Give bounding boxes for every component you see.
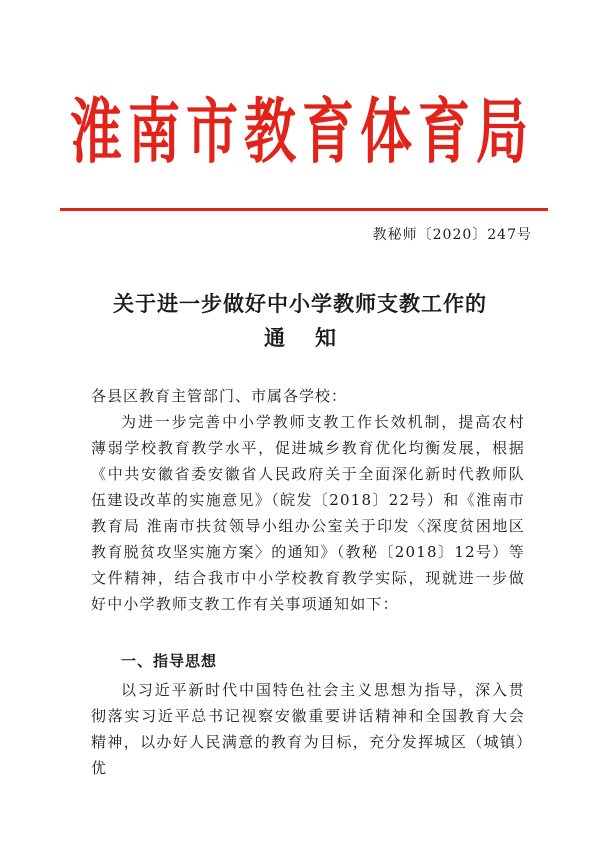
section-heading-guiding-ideology: 一、指导思想 (121, 652, 218, 670)
body-paragraph-1: 为进一步完善中小学教师支教工作长效机制，提高农村薄弱学校教育教学水平，促进城乡教育优化均衡发展，根据《中共安徽省委安徽省人民政府关于全面深化新时代教师队伍建设改革的实施意见》（皖发〔2018〕22号）和《淮南市教育局 淮南市扶贫领导小组办公室关于印发〈深度贫困地区教育脱贫攻坚实施方案〉的通知》（教秘〔2018〕12号）等文件精神，结合我市中小学校教育教学实际，现就进一步做好中小学教师支教工作有关事项通知如下： (91, 413, 525, 613)
issuing-authority-title: 淮南市教育体育局 (69, 92, 534, 174)
body-paragraph-2: 以习近平新时代中国特色社会主义思想为指导，深入贯彻落实习近平总书记视察安徽重要讲话精神和全国教育大会精神，以办好人民满意的教育为目标，充分发挥城区（城镇）优 (91, 681, 525, 777)
red-header-divider (60, 208, 548, 211)
notice-title-line-2: 通知 (264, 325, 366, 350)
notice-title-line-1: 关于进一步做好中小学教师支教工作的 (113, 291, 487, 316)
salutation: 各县区教育主管部门、市属各学校： (91, 387, 348, 405)
document-number: 教秘师〔2020〕247号 (372, 227, 532, 243)
